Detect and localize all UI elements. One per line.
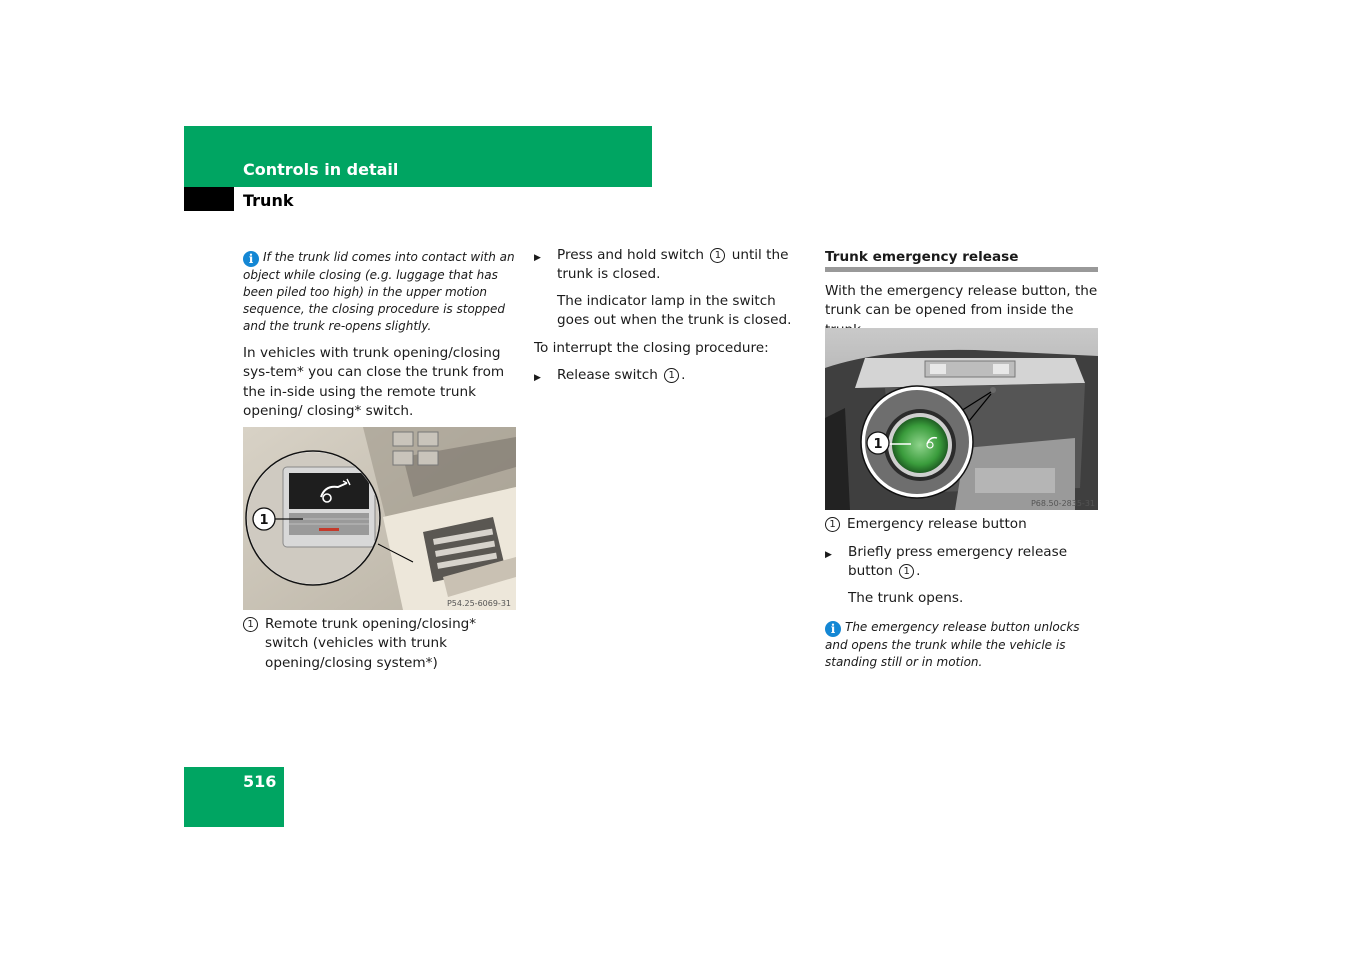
step2-number: 1 (664, 368, 679, 383)
right-intro: With the emergency release button, the trunk can be opened from inside the (825, 283, 1098, 319)
right-step-post: . (916, 563, 921, 580)
step1-post: until the trunk is closed. (557, 247, 789, 283)
step1-pre: Press and hold switch (557, 247, 705, 263)
trunk-release-image (825, 328, 1098, 510)
info-icon: i (243, 251, 259, 267)
section-title: Controls in detail (243, 160, 399, 179)
right-step-result: The trunk opens. (848, 590, 964, 606)
left-image-code: P54.25-6069-31 (446, 599, 511, 608)
step2-post: . (681, 367, 686, 383)
step1-number: 1 (710, 248, 725, 263)
legend-number: 1 (825, 517, 840, 532)
legend-number: 1 (243, 617, 258, 632)
bullet-arrow-icon: ▶ (534, 253, 541, 263)
left-legend-text: Remote trunk opening/closing* switch (vehicles with trunk opening/closing system*) (265, 616, 477, 671)
right-step-number: 1 (899, 564, 914, 579)
step1-result: The indicator lamp in the switch goes out when the trunk is closed. (557, 293, 792, 329)
right-step (825, 543, 1090, 582)
right-info-note (825, 619, 1101, 671)
subsection-title: Trunk (243, 191, 294, 210)
subsection-marker (184, 187, 234, 211)
bullet-arrow-icon: ▶ (534, 373, 541, 383)
middle-step-1 (534, 246, 804, 285)
right-legend-text: Emergency release button (847, 516, 1027, 532)
left-info-note (243, 249, 518, 335)
interrupt-text: To interrupt the closing procedure: (534, 340, 769, 356)
right-image-callout: 1 (873, 437, 883, 452)
left-legend (243, 615, 523, 673)
info-icon: i (825, 621, 841, 637)
left-note-text: If the trunk lid comes into contact with an object while closing (e.g. luggage that has been piled too high) in the upper motion sequence, the closing procedure is stopped and the trunk re-opens slightly. (243, 250, 515, 333)
section-heading-text: Trunk emergency release (825, 249, 1019, 265)
left-image-callout: 1 (259, 513, 269, 528)
page-number: 516 (243, 772, 277, 791)
section-heading (825, 246, 1098, 272)
right-note-text: The emergency release button unlocks and opens the trunk while the vehicle is standing still or in motion. (825, 620, 1080, 669)
door-switch-image (243, 427, 516, 610)
middle-step-2 (534, 366, 804, 388)
right-step-pre: Briefly press emergency release button (848, 544, 1068, 580)
step2-pre: Release switch (557, 367, 658, 383)
bullet-arrow-icon: ▶ (825, 550, 832, 560)
right-image-code: P68.50-2835-31 (1030, 499, 1095, 508)
left-paragraph: In vehicles with trunk opening/closing sys-tem* you can close the trunk from the in-side using the remote trunk opening/ closing* switch. (243, 345, 505, 419)
right-legend (825, 515, 1100, 534)
